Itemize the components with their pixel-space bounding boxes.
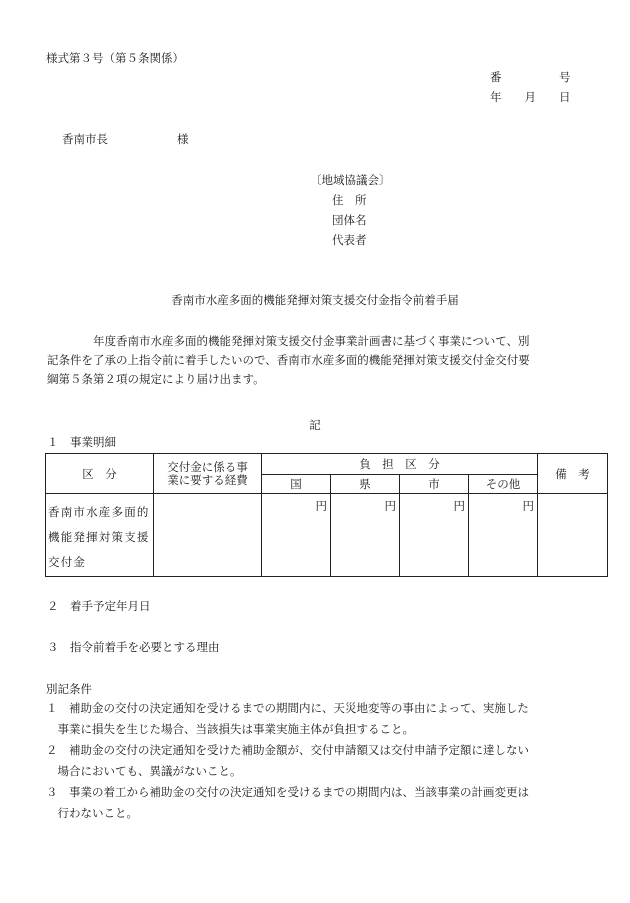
conditions-list bbox=[46, 698, 586, 824]
section-3-heading: ３ 指令前着手を必要とする理由 bbox=[47, 640, 220, 654]
document-title: 香南市水産多面的機能発揮対策支援交付金指令前着手届 bbox=[171, 293, 459, 307]
header-city: 市 bbox=[400, 475, 469, 494]
header-expense bbox=[154, 454, 262, 494]
ki-mark: 記 bbox=[309, 418, 321, 432]
cell-expense bbox=[154, 494, 262, 577]
cell-prefecture-yen: 円 bbox=[331, 494, 400, 577]
row-category-line: 交付金 bbox=[48, 555, 87, 569]
row-category-line: 機能発揮対策支援 bbox=[48, 530, 150, 544]
row-category bbox=[46, 494, 154, 577]
header-remarks: 備 考 bbox=[538, 454, 608, 494]
conditions-heading: 別記条件 bbox=[46, 682, 92, 696]
condition-line: ３ 事業の着工から補助金の交付の決定通知を受けるまでの期間内は、当該事業の計画変更は bbox=[46, 785, 529, 799]
header-category: 区 分 bbox=[46, 454, 154, 494]
section-1-heading: １ 事業明細 bbox=[47, 435, 116, 449]
cell-city-yen: 円 bbox=[400, 494, 469, 577]
condition-line: 場合においても、異議がないこと。 bbox=[46, 764, 242, 778]
condition-line: １ 補助金の交付の決定通知を受けるまでの期間内に、天災地変等の事由によって、実施した bbox=[46, 701, 529, 715]
group-bracket: 〔地域協議会〕 bbox=[310, 173, 391, 187]
header-other: その他 bbox=[469, 475, 538, 494]
number-label: 番 号 bbox=[490, 70, 571, 84]
project-detail-table bbox=[45, 453, 608, 577]
group-name-label: 団体名 bbox=[332, 213, 367, 227]
body-line: 綱第５条第２項の規定により届け出ます。 bbox=[47, 372, 265, 386]
form-number: 様式第３号（第５条関係） bbox=[46, 51, 184, 65]
representative-label: 代表者 bbox=[332, 233, 367, 247]
header-prefecture: 県 bbox=[331, 475, 400, 494]
cell-national-yen: 円 bbox=[262, 494, 331, 577]
header-burden: 負 担 区 分 bbox=[262, 454, 538, 475]
address-label: 住 所 bbox=[332, 193, 367, 207]
row-category-line: 香南市水産多面的 bbox=[48, 505, 150, 519]
addressee: 香南市長 様 bbox=[62, 132, 189, 146]
body-line: 記条件を了承の上指令前に着手したいので、香南市水産多面的機能発揮対策支援交付金交付要 bbox=[47, 353, 530, 367]
date-label: 年 月 日 bbox=[490, 90, 571, 104]
condition-line: ２ 補助金の交付の決定通知を受けた補助金額が、交付申請額又は交付申請予定額に達しない bbox=[46, 743, 529, 757]
header-expense-line1: 交付金に係る事 bbox=[167, 459, 248, 474]
body-line: 年度香南市水産多面的機能発揮対策支援交付金事業計画書に基づく事業について、別 bbox=[47, 334, 530, 348]
header-national: 国 bbox=[262, 475, 331, 494]
cell-other-yen: 円 bbox=[469, 494, 538, 577]
condition-line: 行わないこと。 bbox=[46, 806, 138, 820]
section-2-heading: ２ 着手予定年月日 bbox=[47, 599, 151, 613]
cell-remarks bbox=[538, 494, 608, 577]
body-text bbox=[47, 332, 587, 389]
header-expense-line2: 業に要する経費 bbox=[167, 472, 248, 487]
condition-line: 事業に損失を生じた場合、当該損失は事業実施主体が負担すること。 bbox=[46, 722, 414, 736]
